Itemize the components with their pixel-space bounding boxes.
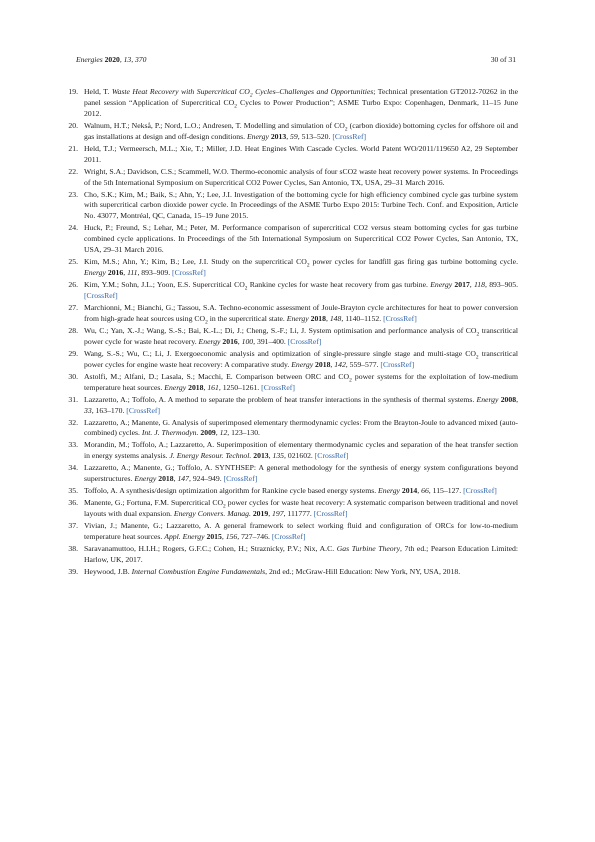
- text-segment: Marchionni, M.; Bianchi, G.; Tassou, S.A. Techno-economic assessment of Joule-Brayton cycle architectures for heat to power conversion from high-grade heat sources using CO: [84, 302, 518, 323]
- text-segment: Lazzaretto, A.; Manente, G. Analysis of superimposed elementary thermodynamic cycles: From the Brayton-Joule to advanced mixed (auto-combined) cycles.: [84, 417, 518, 438]
- reference-text: [84, 257, 518, 279]
- reference-item: [60, 418, 518, 440]
- italic-text: Energy: [291, 359, 314, 369]
- year-text: 2016: [222, 336, 238, 346]
- reference-item: [60, 87, 518, 120]
- text-segment: Wang, S.-S.; Wu, C.; Li, J. Exergoeconomic analysis and optimization of single-pressure single stage and multi-stage CO: [84, 348, 476, 358]
- subscript: 2: [234, 103, 237, 110]
- reference-number: 27.: [68, 302, 78, 312]
- italic-text: 12: [219, 428, 228, 438]
- reference-text: [84, 372, 518, 394]
- reference-number: 21.: [68, 143, 78, 153]
- text-segment: , 893–905.: [484, 280, 519, 290]
- text-segment: Lazzaretto, A.; Manente, G.; Toffolo, A. SYNTHSEP: A general methodology for the synthesis of energy system configurations beyond superstructures.: [84, 463, 518, 484]
- text-segment: (carbon dioxide) bottoming cycles for offshore oil and gas installations at design and off-design conditions.: [84, 120, 519, 141]
- text-segment: ,: [173, 474, 178, 484]
- crossref-link[interactable]: [CrossRef]: [84, 290, 118, 300]
- reference-text: [84, 223, 518, 256]
- subscript: 2: [349, 377, 352, 384]
- text-segment: Rankine cycles for waste heat recovery from gas turbine.: [247, 280, 431, 290]
- text-segment: Vivian, J.; Manente, G.; Lazzaretto, A. A general framework to select working fluid and configuration of ORCs for low-to-medium temperature heat sources.: [84, 521, 518, 542]
- italic-text: 147: [177, 474, 189, 484]
- italic-text: 156: [225, 532, 238, 542]
- crossref-link[interactable]: [CrossRef]: [126, 405, 161, 415]
- reference-item: [60, 521, 518, 543]
- crossref-link[interactable]: [CrossRef]: [172, 268, 206, 278]
- reference-text: [84, 463, 518, 485]
- text-segment: Wu, C.; Yan, X.-J.; Wang, S.-S.; Bai, K.-L.; Di, J.; Cheng, S.-F.; Li, J. System optimisation and performance analysis of CO: [84, 325, 477, 335]
- reference-list: [60, 87, 518, 579]
- subscript: 2: [223, 503, 226, 510]
- reference-item: [60, 349, 518, 371]
- text-segment: ,: [469, 280, 475, 290]
- reference-item: [60, 463, 518, 485]
- text-segment: transcritical power cycles for engine waste heat recovery: A comparative study.: [84, 348, 518, 369]
- text-segment: Wright, S.A.; Davidson, C.S.; Scammell, W.O. Thermo-economic analysis of four sCO2 waste heat recovery power systems. In Proceedings of the 5th International Symposium on Supercritical CO2 Power Cycles, San Antonio, TX, USA, 29–31 March 2016.: [84, 166, 518, 187]
- crossref-link[interactable]: [CrossRef]: [380, 359, 415, 369]
- reference-text: [84, 544, 518, 566]
- reference-text: [84, 190, 518, 223]
- journal-volume-issue: , 13, 370: [119, 55, 147, 64]
- reference-number: 29.: [68, 348, 78, 358]
- crossref-link[interactable]: [CrossRef]: [313, 509, 348, 519]
- reference-text: [84, 349, 518, 371]
- reference-number: 35.: [68, 486, 78, 496]
- text-segment: ,: [325, 313, 330, 323]
- text-segment: , 115–127.: [428, 486, 464, 496]
- reference-item: [60, 440, 518, 462]
- italic-text: Appl. Energy: [164, 532, 205, 542]
- italic-text: Energy: [378, 486, 400, 496]
- text-segment: ,: [123, 268, 128, 278]
- reference-text: [84, 418, 518, 440]
- year-text: 2018: [310, 313, 326, 323]
- reference-item: [60, 567, 518, 578]
- reference-item: [60, 280, 518, 302]
- reference-text: [84, 326, 518, 348]
- italic-text: Energy Convers. Manag.: [173, 509, 251, 519]
- reference-item: [60, 326, 518, 348]
- year-text: 2019: [252, 509, 269, 519]
- subscript: 2: [475, 354, 479, 361]
- subscript: 2: [205, 319, 208, 326]
- italic-text: Int. J. Thermodyn.: [141, 428, 199, 438]
- reference-text: [84, 303, 518, 325]
- italic-text: Energy: [476, 394, 499, 404]
- reference-text: [84, 521, 518, 543]
- reference-item: [60, 372, 518, 394]
- reference-number: 24.: [68, 223, 78, 233]
- reference-text: [84, 498, 518, 520]
- italic-text: Energy: [286, 313, 309, 323]
- text-segment: Held, T.: [84, 87, 112, 96]
- reference-item: [60, 303, 518, 325]
- italic-text: Energy: [134, 474, 157, 484]
- text-segment: power cycles for landfill gas firing gas turbine bottoming cycle.: [309, 257, 518, 267]
- reference-text: [84, 144, 518, 166]
- text-segment: , 1250–1261.: [218, 382, 262, 392]
- italic-text: Energy: [198, 336, 221, 346]
- reference-number: 37.: [68, 521, 78, 531]
- reference-number: 34.: [68, 463, 78, 473]
- year-text: 2015: [206, 532, 222, 542]
- text-segment: ,: [203, 382, 208, 392]
- reference-number: 19.: [68, 87, 78, 96]
- text-segment: , 021602.: [284, 451, 315, 461]
- reference-item: [60, 144, 518, 166]
- text-segment: Cycles to Power Production”; ASME Turbo Expo: Copenhagen, Denmark, 11–15 June 2012.: [84, 97, 519, 118]
- italic-text: Internal Combustion Engine Fundamentals: [131, 566, 266, 576]
- text-segment: in the supercritical state.: [207, 313, 287, 323]
- reference-number: 38.: [68, 544, 78, 554]
- year-text: 2018: [158, 474, 174, 484]
- reference-text: [84, 167, 518, 189]
- year-text: 2016: [107, 268, 124, 278]
- year-text: 2014: [401, 486, 418, 496]
- subscript: 2: [249, 92, 253, 99]
- year-text: 2008: [500, 394, 517, 404]
- text-segment: ,: [330, 359, 335, 369]
- text-segment: Lazzaretto, A.; Toffolo, A. A method to separate the problem of heat transfer interactions in the synthesis of thermal systems.: [84, 394, 477, 404]
- crossref-link[interactable]: [CrossRef]: [383, 313, 417, 323]
- text-segment: ,: [268, 451, 273, 461]
- journal-name: Energies: [76, 55, 103, 64]
- italic-text: 142: [334, 359, 346, 369]
- journal-citation: [76, 55, 146, 64]
- italic-text: Energy: [84, 268, 106, 278]
- italic-text: 118: [474, 280, 485, 290]
- year-text: 2013: [253, 451, 269, 461]
- reference-item: [60, 544, 518, 566]
- italic-text: 66: [421, 486, 429, 496]
- running-header: [76, 55, 516, 67]
- reference-number: 31.: [68, 394, 78, 404]
- crossref-link[interactable]: [CrossRef]: [463, 486, 497, 496]
- text-segment: , 924–949.: [188, 474, 224, 484]
- text-segment: , 1140–1152.: [341, 313, 384, 323]
- reference-text: [84, 567, 518, 578]
- text-segment: Kim, Y.M.; Sohn, J.L.; Yoon, E.S. Supercritical CO: [84, 280, 245, 290]
- crossref-link[interactable]: [CrossRef]: [261, 382, 295, 392]
- italic-text: Waste Heat Recovery with Supercritical CO: [111, 87, 250, 96]
- subscript: 2: [344, 126, 348, 133]
- text-segment: ,: [286, 131, 291, 141]
- text-segment: Kim, M.S.; Ahn, Y.; Kim, B.; Lee, J.I. Study on the supercritical CO: [84, 257, 307, 267]
- text-segment: , 893–909.: [137, 268, 173, 278]
- reference-text: [84, 87, 518, 120]
- italic-text: Energy: [164, 382, 187, 392]
- italic-text: Gas Turbine Theory: [336, 544, 400, 554]
- reference-item: [60, 498, 518, 520]
- text-segment: power cycles for waste heat recovery: A systematic comparison between traditional and novel layouts with dual expansion.: [84, 498, 518, 519]
- text-segment: , 123–130.: [227, 428, 260, 438]
- text-segment: Toffolo, A. A synthesis/design optimization algorithm for Rankine cycle based energy systems.: [84, 486, 379, 496]
- text-segment: ,: [268, 509, 273, 519]
- page-number: 30 of 31: [490, 55, 516, 64]
- reference-number: 23.: [68, 189, 78, 199]
- reference-text: [84, 486, 518, 497]
- crossref-link[interactable]: [CrossRef]: [332, 131, 367, 141]
- italic-text: 197: [272, 509, 284, 519]
- text-segment: , 727–746.: [237, 532, 272, 542]
- text-segment: Manente, G.; Fortuna, F.M. Supercritical CO: [84, 498, 224, 508]
- reference-text: [84, 440, 518, 462]
- text-segment: ,: [215, 428, 220, 438]
- crossref-link[interactable]: [CrossRef]: [314, 451, 349, 461]
- text-segment: ,: [221, 532, 226, 542]
- year-text: 2017: [454, 280, 470, 290]
- reference-number: 30.: [68, 371, 78, 381]
- italic-text: Energy: [430, 280, 453, 290]
- year-text: 2018: [188, 382, 204, 392]
- reference-number: 32.: [68, 417, 78, 427]
- text-segment: ; Technical presentation GT2012-70262 in the panel session “Application of Supercritical CO: [84, 87, 519, 107]
- crossref-link[interactable]: [CrossRef]: [271, 532, 306, 542]
- text-segment: , 163–170.: [91, 405, 127, 415]
- year-text: 2018: [315, 359, 331, 369]
- reference-number: 25.: [68, 257, 78, 267]
- reference-item: [60, 167, 518, 189]
- italic-text: 33: [84, 405, 92, 415]
- text-segment: Heywood, J.B.: [84, 566, 132, 576]
- text-segment: , 111777.: [283, 509, 314, 519]
- year-text: 2009: [200, 428, 216, 438]
- reference-item: [60, 486, 518, 497]
- italic-text: 161: [207, 382, 219, 392]
- text-segment: ,: [516, 394, 518, 404]
- journal-year: 2020: [104, 55, 120, 64]
- italic-text: J. Energy Resour. Technol.: [169, 451, 252, 461]
- reference-item: [60, 395, 518, 417]
- reference-text: [84, 121, 518, 143]
- text-segment: power systems for the exploitation of low-medium temperature heat sources.: [84, 371, 518, 392]
- subscript: 2: [306, 262, 310, 269]
- text-segment: Saravanamuttoo, H.I.H.; Rogers, G.F.C.; Cohen, H.; Straznicky, P.V.; Nix, A.C.: [84, 544, 337, 554]
- text-segment: , 2nd ed.; McGraw-Hill Education: New York, NY, USA, 2018.: [265, 566, 461, 576]
- italic-text: Energy: [246, 131, 269, 141]
- text-segment: ,: [417, 486, 422, 496]
- text-segment: , 7th ed.; Pearson Education Limited: Harlow, UK, 2017.: [84, 544, 518, 564]
- reference-number: 22.: [68, 166, 78, 176]
- subscript: 2: [476, 331, 480, 338]
- italic-text: 59: [290, 131, 298, 141]
- reference-item: [60, 190, 518, 223]
- text-segment: ,: [237, 336, 242, 346]
- reference-number: 33.: [68, 440, 78, 450]
- italic-text: 148: [329, 313, 342, 323]
- reference-item: [60, 257, 518, 279]
- reference-number: 36.: [68, 498, 78, 508]
- crossref-link[interactable]: [CrossRef]: [223, 474, 258, 484]
- reference-number: 28.: [68, 325, 78, 335]
- text-segment: Morandin, M.; Toffolo, A.; Lazzaretto, A. Superimposition of elementary thermodynamic cycles and separation of the heat transfer section in energy systems analysis.: [84, 440, 518, 461]
- year-text: 2013: [270, 131, 287, 141]
- reference-text: [84, 280, 518, 302]
- reference-number: 20.: [68, 120, 78, 130]
- text-segment: , 513–520.: [297, 131, 333, 141]
- text-segment: Huck, P.; Freund, S.; Lehar, M.; Peter, M. Performance comparison of supercritical CO2 versus steam bottoming cycles for gas turbine combined cycle applications. In Proceedings of the 5th International Symposium on Supercritical CO2 Power Cycles, San Antonio, TX, USA, 29–31 March 2016.: [84, 223, 518, 255]
- reference-item: [60, 223, 518, 256]
- reference-number: 39.: [68, 566, 78, 576]
- text-segment: Cho, S.K.; Kim, M.; Baik, S.; Ahn, Y.; Lee, J.I. Investigation of the bottoming cycle for high efficiency combined cycle gas turbine system with supercritical carbon dioxide power cycle. In Proceedings of the ASME Turbo Expo 2015: Turbine Tech. Conf. and Exposition, Article No. 43077, Montréal, QC, Canada, 15–19 June 2015.: [84, 189, 518, 221]
- italic-text: Cycles–Challenges and Opportunities: [252, 87, 374, 96]
- text-segment: transcritical power cycle for waste heat recovery.: [84, 325, 518, 346]
- reference-number: 26.: [68, 280, 78, 290]
- crossref-link[interactable]: [CrossRef]: [287, 336, 322, 346]
- italic-text: 135: [272, 451, 284, 461]
- reference-text: [84, 395, 518, 417]
- text-segment: Astolfi, M.; Alfani, D.; Lasala, S.; Macchi, E. Comparison between ORC and CO: [84, 371, 350, 381]
- text-segment: Walnum, H.T.; Nekså, P.; Nord, L.O.; Andresen, T. Modelling and simulation of CO: [84, 120, 345, 130]
- italic-text: 111: [127, 268, 138, 278]
- reference-item: [60, 121, 518, 143]
- text-segment: , 559–577.: [345, 359, 381, 369]
- text-segment: Held, T.J.; Vermeersch, M.L.; Xie, T.; Miller, J.D. Heat Engines With Cascade Cycles. World Patent WO/2011/119650 A2, 29 September 2011.: [84, 143, 518, 164]
- italic-text: 100: [241, 336, 254, 346]
- subscript: 2: [244, 285, 248, 292]
- text-segment: , 391–400.: [253, 336, 288, 346]
